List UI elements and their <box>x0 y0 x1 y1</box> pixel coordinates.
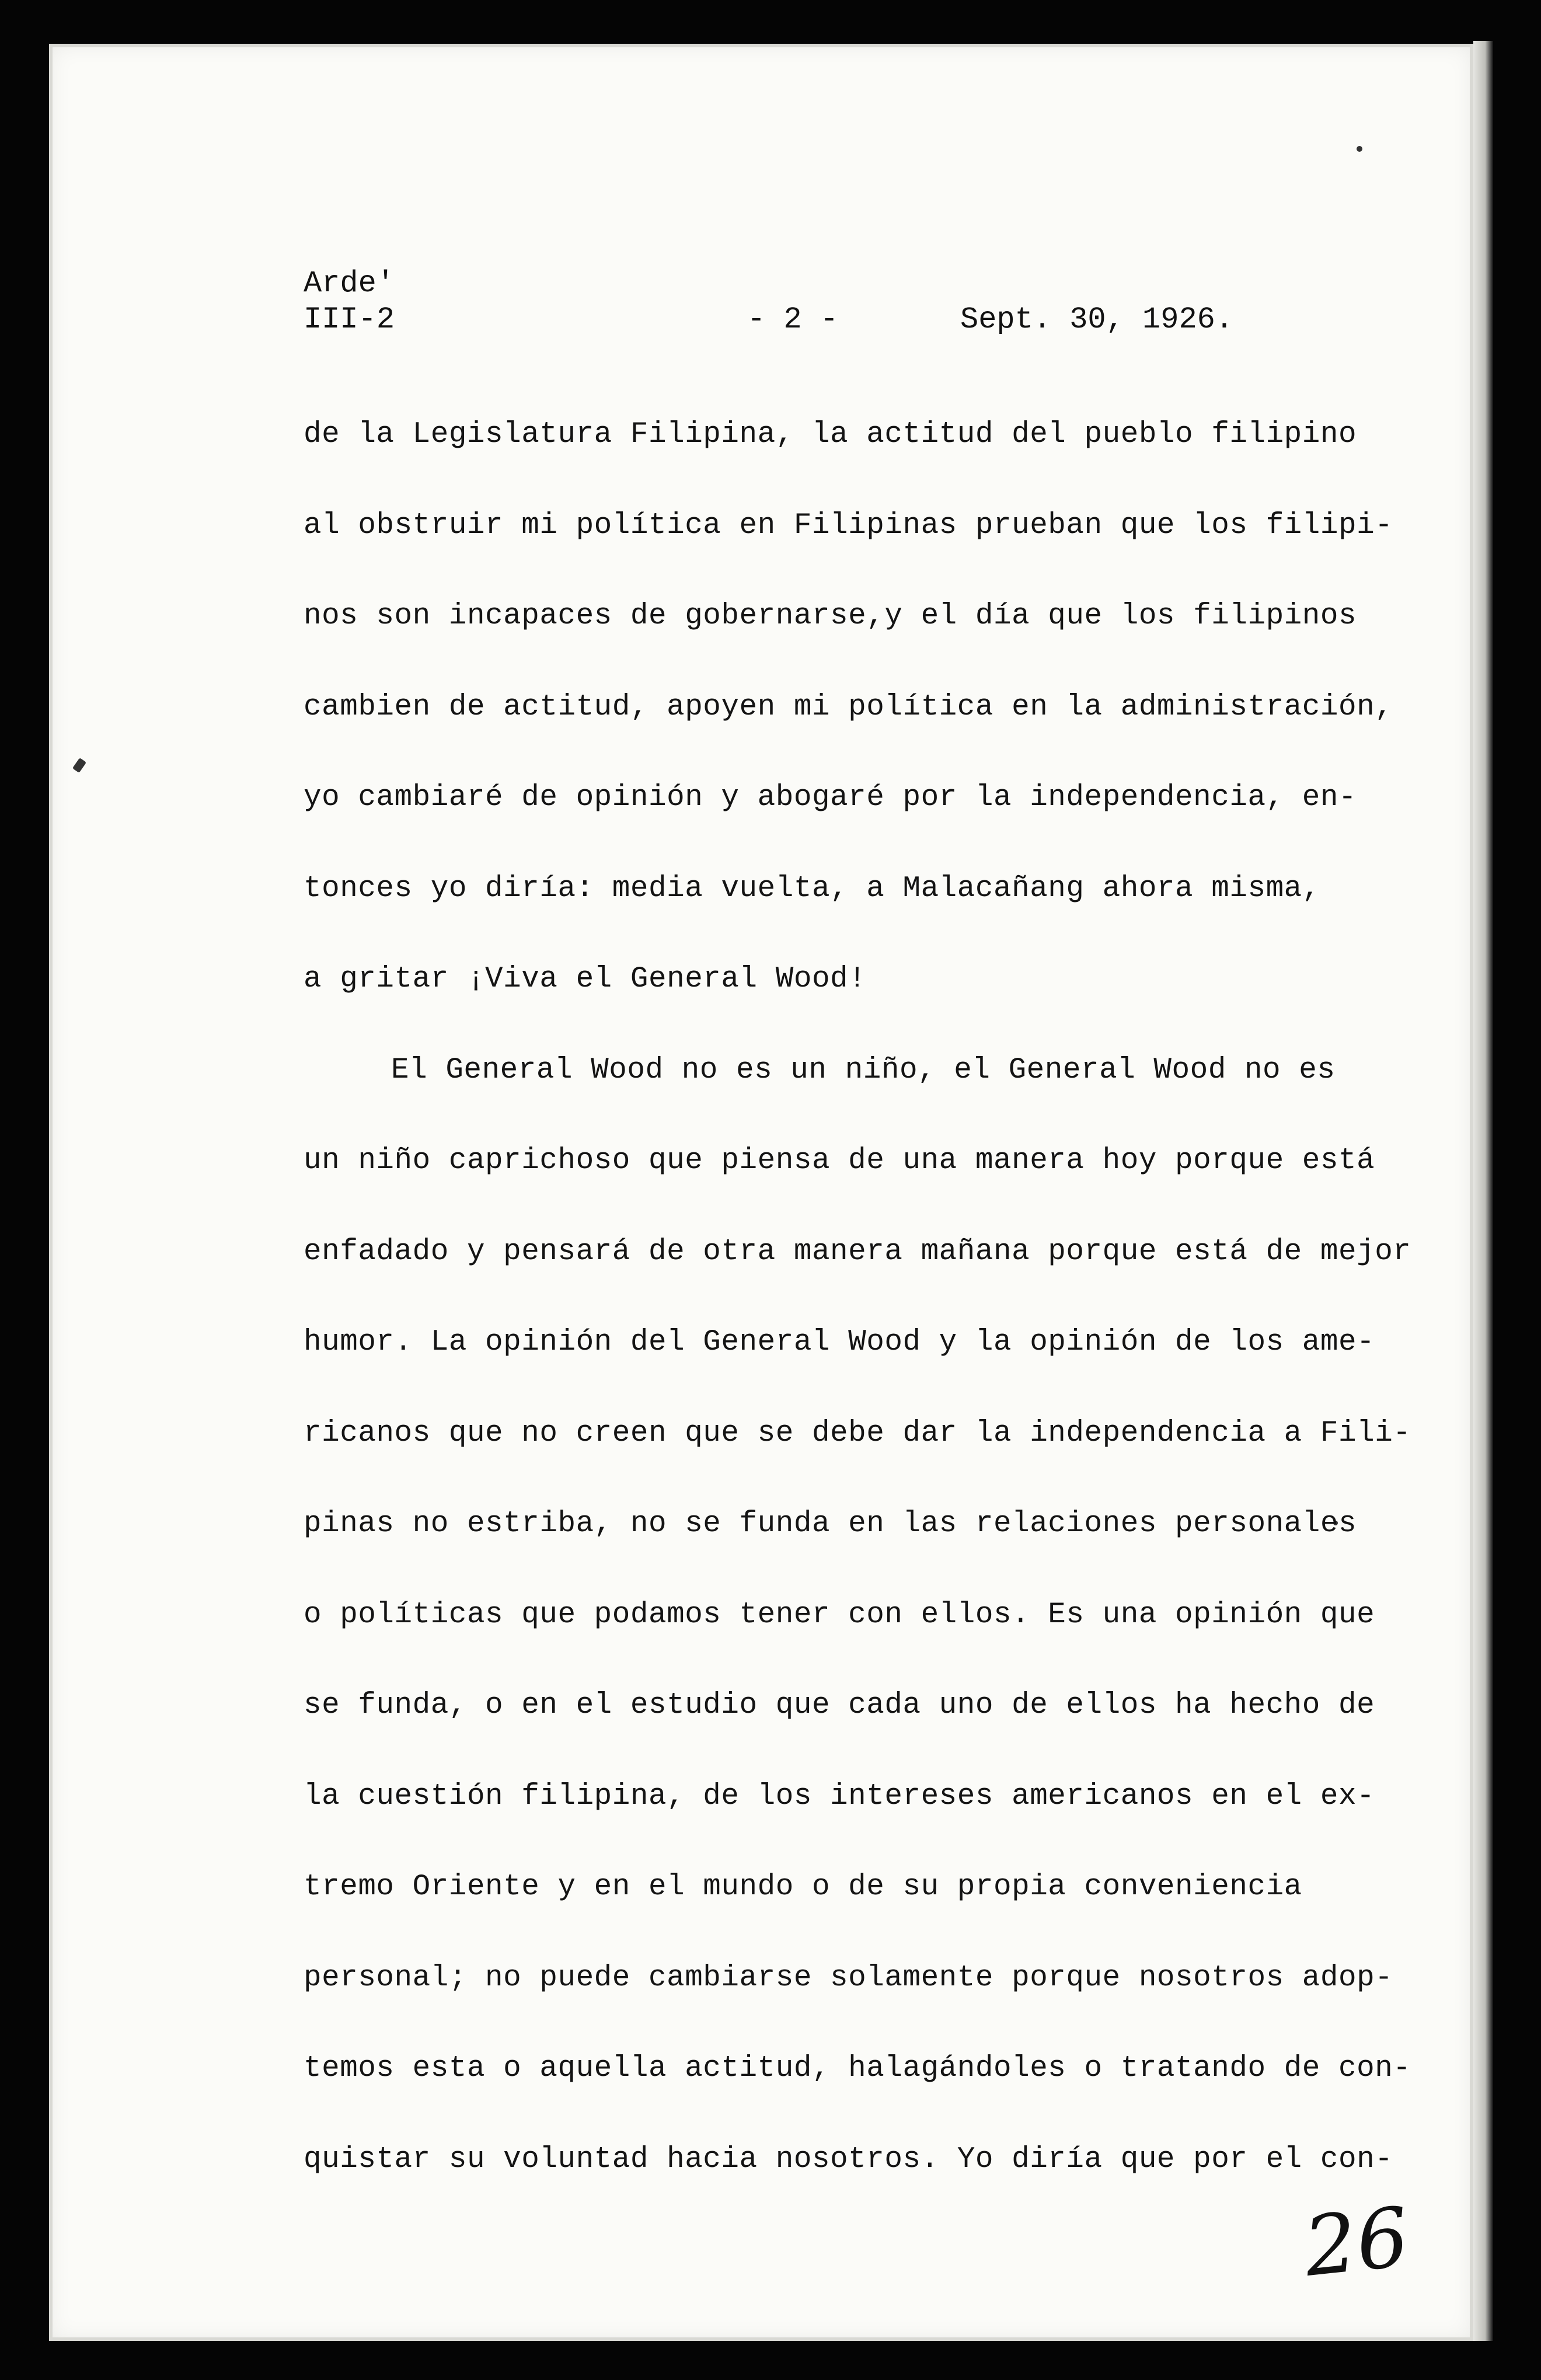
page-edge <box>1473 41 1493 2341</box>
page-marker: - 2 - <box>747 302 839 337</box>
text-line: yo cambiaré de opinión y abogaré por la independencia, en- <box>304 781 1357 814</box>
text-line: a gritar ¡Viva el General Wood! <box>304 963 867 996</box>
ink-speck <box>72 758 86 773</box>
text-line: tremo Oriente y en el mundo o de su propia conveniencia <box>304 1870 1302 1904</box>
text-line: humor. La opinión del General Wood y la opinión de los ame- <box>304 1326 1375 1359</box>
reference-line-1: Arde' <box>304 266 395 301</box>
document-body <box>304 417 1413 2233</box>
text-line: se funda, o en el estudio que cada uno de ellos ha hecho de <box>304 1689 1375 1722</box>
ink-speck <box>1357 146 1362 152</box>
document-date: Sept. 30, 1926. <box>960 302 1234 337</box>
text-line: quistar su voluntad hacia nosotros. Yo diría que por el con- <box>304 2142 1393 2176</box>
text-line: al obstruir mi política en Filipinas prueban que los filipi- <box>304 508 1393 542</box>
text-line: cambien de actitud, apoyen mi política en la administración, <box>304 690 1393 724</box>
reference-line-2: III-2 <box>304 302 395 337</box>
text-line: enfadado y pensará de otra manera mañana porque está de mejor <box>304 1235 1411 1269</box>
text-line: o políticas que podamos tener con ellos. Es una opinión que <box>304 1598 1375 1632</box>
text-line: pinas no estriba, no se funda en las relaciones personales <box>304 1507 1357 1541</box>
text-line: temos esta o aquella actitud, halagándoles o tratando de con- <box>304 2052 1411 2085</box>
text-line: de la Legislatura Filipina, la actitud del pueblo filipino <box>304 418 1357 451</box>
reference-code <box>304 266 395 338</box>
text-line: personal; no puede cambiarse solamente porque nosotros adop- <box>304 1961 1393 1995</box>
text-line-indented: El General Wood no es un niño, el General Wood no es <box>391 1053 1336 1087</box>
handwritten-folio-number: 26 <box>1299 2190 1414 2295</box>
text-line: nos son incapaces de gobernarse,y el día que los filipinos <box>304 600 1357 633</box>
text-line: un niño caprichoso que piensa de una manera hoy porque está <box>304 1144 1375 1177</box>
document-header <box>304 266 1296 342</box>
text-line: la cuestión filipina, de los intereses americanos en el ex- <box>304 1779 1375 1813</box>
text-line: ricanos que no creen que se debe dar la independencia a Fili- <box>304 1416 1411 1450</box>
text-line: tonces yo diría: media vuelta, a Malacañang ahora misma, <box>304 872 1320 905</box>
